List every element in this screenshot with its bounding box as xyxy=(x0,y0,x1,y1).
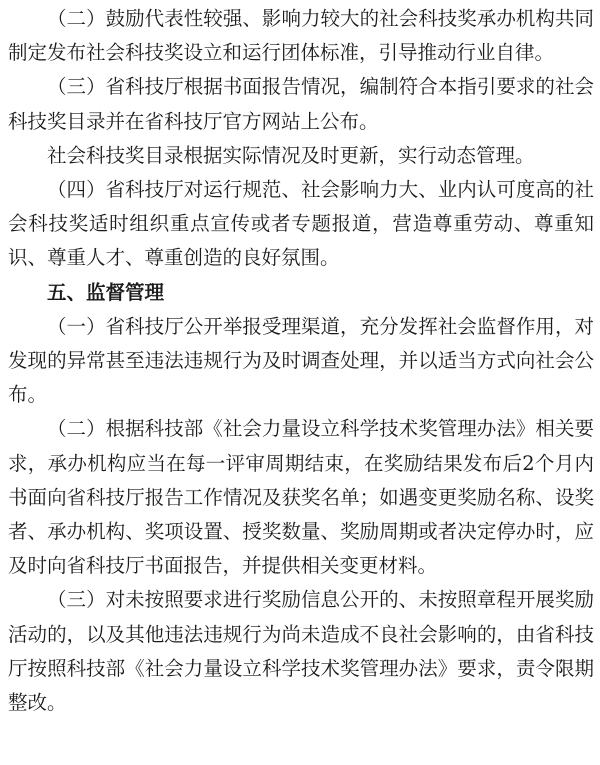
paragraph-reporting-channel: （一）省科技厅公开举报受理渠道，充分发挥社会监督作用，对发现的异常甚至违法违规行为及时调查处理，并以适当方式向社会公布。 xyxy=(8,314,594,407)
paragraph-catalog: （三）省科技厅根据书面报告情况，编制符合本指引要求的社会科技奖目录并在省科技厅官方网站上公布。 xyxy=(8,75,594,133)
paragraph-rectification: （三）对未按照要求进行奖励信息公开的、未按照章程开展奖励活动的，以及其他违法违规行为尚未造成不良社会影响的，由省科技厅按照科技部《社会力量设立科学技术奖管理办法》要求，责令限期整改。 xyxy=(8,588,594,715)
paragraph-report-requirements: （二）根据科技部《社会力量设立科学技术奖管理办法》相关要求，承办机构应当在每一评审周期结束，在奖励结果发布后2个月内书面向省科技厅报告工作情况及获奖名单；如遇变更奖励名称、设奖者、承办机构、奖项设置、授奖数量、奖励周期或者决定停办时，应及时向省科技厅书面报告，并提供相关变更材料。 xyxy=(8,417,594,578)
paragraph-standards: （二）鼓励代表性较强、影响力较大的社会科技奖承办机构共同制定发布社会科技奖设立和运行团体标准，引导推动行业自律。 xyxy=(8,7,594,65)
paragraph-dynamic-management: 社会科技奖目录根据实际情况及时更新，实行动态管理。 xyxy=(47,143,535,167)
paragraph-publicity: （四）省科技厅对运行规范、社会影响力大、业内认可度高的社会科技奖适时组织重点宣传或者专题报道，营造尊重劳动、尊重知识、尊重人才、尊重创造的良好氛围。 xyxy=(8,178,594,270)
document-page xyxy=(8,2,594,720)
section-heading-supervision: 五、监督管理 xyxy=(47,280,165,304)
